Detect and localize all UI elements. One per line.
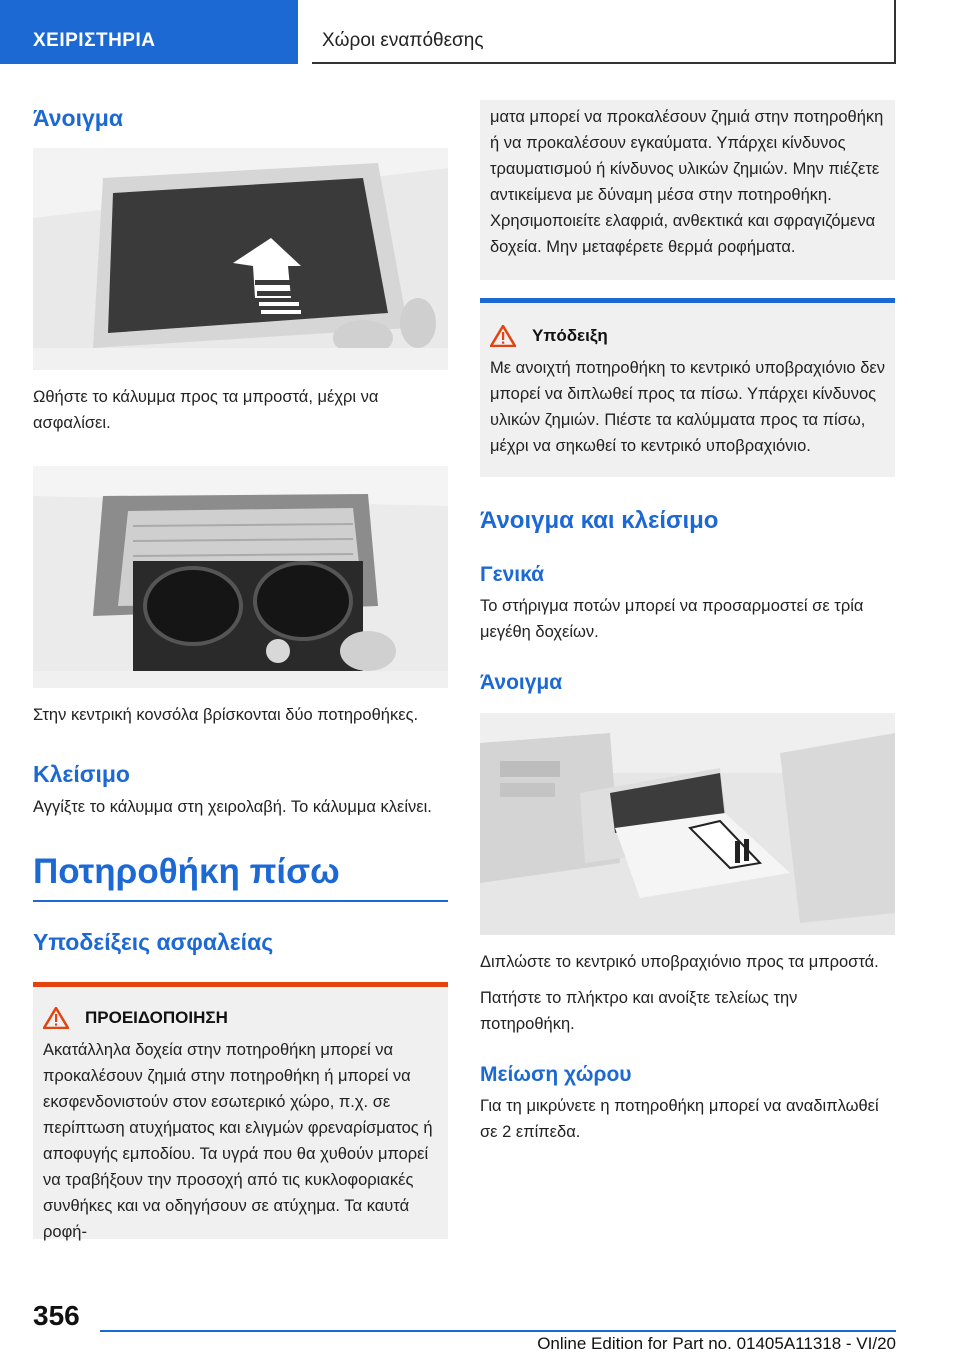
- image-two-holders: [33, 466, 448, 688]
- section-title: ΧΕΙΡΙΣΤΗΡΙΑ: [33, 30, 156, 51]
- text-fold-armrest: Διπλώστε το κεντρικό υποβραχιόνιο προς τα μπροστά.: [480, 953, 879, 971]
- heading-open: Άνοιγμα: [33, 105, 123, 131]
- section-tab: [0, 0, 298, 64]
- heading-rear-holder: Ποτηροθήκη πίσω: [33, 852, 340, 891]
- warning-continuation-text: ματα μπορεί να προκαλέσουν ζημιά στην ποτηροθήκη ή να προκαλέσουν εγκαύματα. Υπάρχει κίνδυνος τραυματισμού ή κίνδυνος υλικών ζημιών. Μην πιέζετε αντικείμενα με δύναμη μέσα στην ποτηροθήκη. Χρησιμοποιείτε ελαφριά, ανθεκτικά και σφραγιζόμενα δοχεία. Μην μεταφέρετε θερμά ροφήματα.: [490, 108, 884, 256]
- warning-triangle-icon: [490, 325, 516, 347]
- armrest-illustration: [480, 713, 895, 935]
- note-box: [480, 298, 895, 477]
- image-cover-push: [33, 148, 448, 370]
- text-general: Το στήριγμα ποτών μπορεί να προσαρμοστεί σε τρία μεγέθη δοχείων.: [480, 597, 864, 641]
- warning-triangle-icon: [43, 1007, 69, 1029]
- heading-open-2: Άνοιγμα: [480, 671, 563, 694]
- chapter-tab: [312, 0, 896, 64]
- note-text: Με ανοιχτή ποτηροθήκη το κεντρικό υποβραχιόνιο δεν μπορεί να διπλωθεί προς τα πίσω. Υπάρχει κίνδυνος υλικών ζημιών. Πιέστε τα καλύμματα προς τα πίσω, μέχρι να σηκωθεί το κεντρικό υποβραχιόνιο.: [490, 359, 885, 455]
- text-push-cover: Ωθήστε το κάλυμμα προς τα μπροστά, μέχρι να ασφαλίσει.: [33, 388, 379, 432]
- cover-push-illustration: [33, 148, 448, 370]
- heading-general: Γενικά: [480, 563, 545, 586]
- right-column: [480, 100, 895, 1145]
- page-number: 356: [33, 1300, 80, 1331]
- heading-open-close: Άνοιγμα και κλείσιμο: [480, 507, 719, 534]
- warning-box: [33, 982, 448, 1239]
- text-reduce: Για τη μικρύνετε η ποτηροθήκη μπορεί να αναδιπλωθεί σε 2 επίπεδα.: [480, 1097, 879, 1141]
- heading-close: Κλείσιμο: [33, 761, 130, 787]
- heading-safety: Υποδείξεις ασφαλείας: [33, 929, 274, 955]
- heading-reduce: Μείωση χώρου: [480, 1063, 632, 1086]
- warning-title: ΠΡΟΕΙΔΟΠΟΙΗΣΗ: [85, 1008, 228, 1027]
- warning-text: Ακατάλληλα δοχεία στην ποτηροθήκη μπορεί να προκαλέσουν ζημιά στην ποτηροθήκη ή μπορεί να εκσφενδονιστούν στον εσωτερικό χώρο, π.χ. σε περίπτωση ατυχήματος και ελιγμών φρεναρίσματος ή αποφυγής εμποδίου. Τα υγρά που θα χυθούν μπορεί να τραβήξουν την προσοχή από τις κυκλοφοριακές συνθήκες και να οδηγήσουν σε ατύχημα. Τα καυτά ροφή-: [43, 1041, 433, 1241]
- left-column: [33, 100, 448, 1239]
- text-press-button: Πατήστε το πλήκτρο και ανοίξτε τελείως την ποτηροθήκη.: [480, 989, 798, 1033]
- note-title: Υπόδειξη: [532, 326, 608, 345]
- edition-text: Online Edition for Part no. 01405A11318 - VI/20: [537, 1334, 896, 1353]
- chapter-title: Χώροι εναπόθεσης: [322, 30, 484, 51]
- text-two-holders: Στην κεντρική κονσόλα βρίσκονται δύο ποτηροθήκες.: [33, 706, 419, 724]
- note-head: [480, 325, 895, 347]
- image-armrest: [480, 713, 895, 935]
- cupholders-illustration: [33, 466, 448, 688]
- footer-rule: [100, 1330, 896, 1332]
- warning-head: [33, 1007, 448, 1029]
- warning-continuation-box: [480, 100, 895, 280]
- heading-rule: [33, 900, 448, 902]
- text-close: Αγγίξτε το κάλυμμα στη χειρολαβή. Το κάλυμμα κλείνει.: [33, 798, 432, 816]
